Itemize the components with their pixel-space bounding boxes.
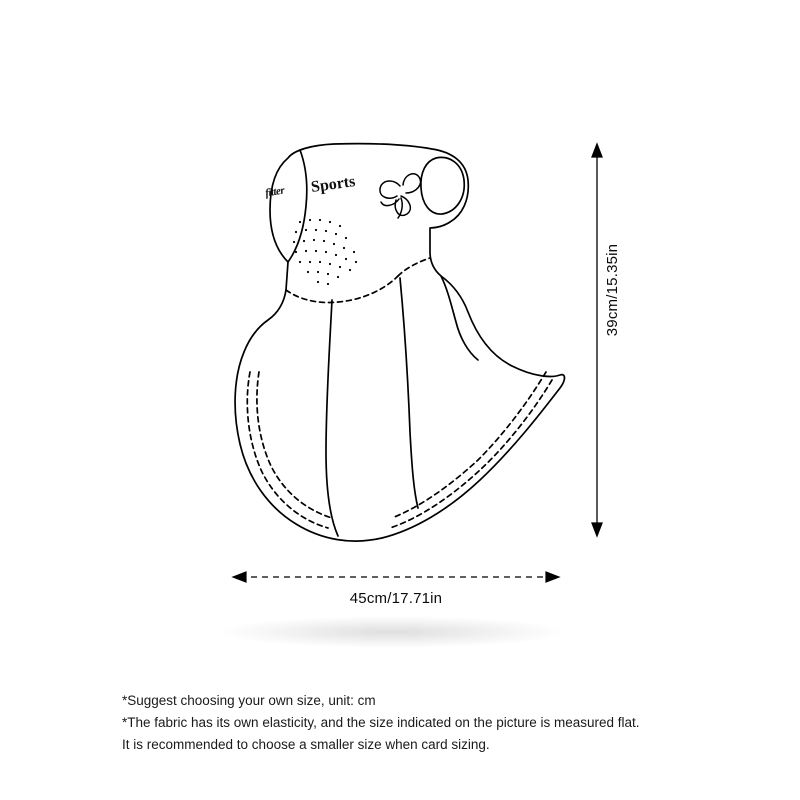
width-dimension-label: 45cm/17.71in [349, 590, 443, 607]
brand-sports-text: Sports [309, 172, 357, 197]
width-dimension-line [233, 572, 559, 582]
logo-fitter-text: fitter [264, 184, 286, 200]
height-dimension-label: 39cm/15.35in [604, 243, 621, 337]
face-opening [421, 157, 464, 214]
product-shadow [217, 616, 567, 648]
note-line-2: *The fabric has its own elasticity, and the size indicated on the picture is measured flat. [122, 715, 640, 730]
product-outline [235, 144, 564, 541]
size-notes [122, 690, 742, 756]
height-dimension-line [560, 144, 602, 536]
print-logo-text [264, 180, 286, 201]
note-line-1: *Suggest choosing your own size, unit: cm [122, 693, 376, 708]
note-line-3: It is recommended to choose a smaller size when card sizing. [122, 737, 490, 752]
